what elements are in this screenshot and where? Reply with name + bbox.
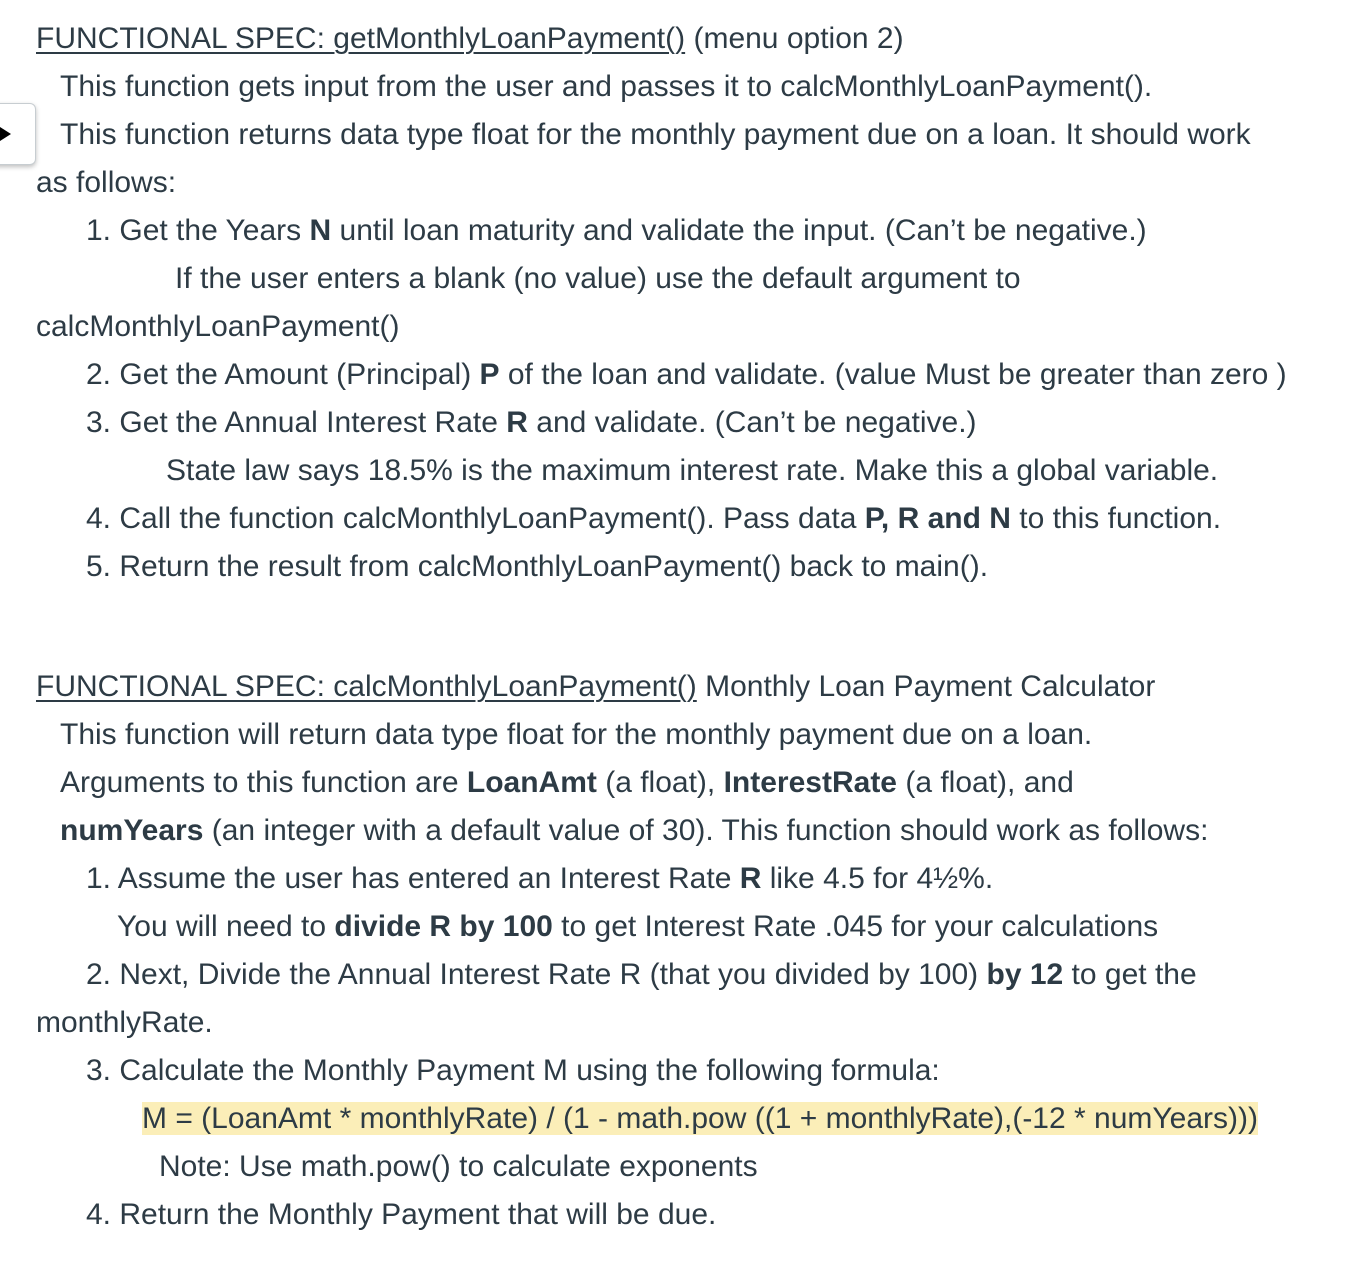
spec2-step1-detail: You will need to divide R by 100 to get Interest Rate .045 for your calculations bbox=[117, 910, 1159, 943]
spec1-step4: 4. Call the function calcMonthlyLoanPayment(). Pass data P, R and N to this function. bbox=[86, 502, 1222, 535]
spec2-step2: 2. Next, Divide the Annual Interest Rate R (that you divided by 100) by 12 to get the bbox=[86, 958, 1197, 991]
spec2-heading-link: FUNCTIONAL SPEC: calcMonthlyLoanPayment() bbox=[36, 670, 697, 703]
spec1-step1-note-cont: calcMonthlyLoanPayment() bbox=[36, 310, 400, 343]
spec2-args-cont: numYears (an integer with a default value of 30). This function should work as follows: bbox=[60, 814, 1209, 847]
spec2-step3: 3. Calculate the Monthly Payment M using the following formula: bbox=[86, 1054, 940, 1087]
spec1-para2-cont: as follows: bbox=[36, 166, 177, 199]
spec1-para2: This function returns data type float for the monthly payment due on a loan. It should work bbox=[60, 118, 1251, 151]
spec1-heading: FUNCTIONAL SPEC: getMonthlyLoanPayment() (menu option 2) bbox=[36, 22, 904, 55]
spec1-step5: 5. Return the result from calcMonthlyLoanPayment() back to main(). bbox=[86, 550, 989, 583]
spec2-step4: 4. Return the Monthly Payment that will be due. bbox=[86, 1198, 717, 1231]
spec1-step3-note: State law says 18.5% is the maximum interest rate. Make this a global variable. bbox=[166, 454, 1219, 487]
sidebar-toggle-button[interactable] bbox=[0, 103, 36, 165]
spec1-heading-link: FUNCTIONAL SPEC: getMonthlyLoanPayment() bbox=[36, 22, 686, 55]
spec1-step1-note: If the user enters a blank (no value) use the default argument to bbox=[175, 262, 1021, 295]
spec1-para1: This function gets input from the user and passes it to calcMonthlyLoanPayment(). bbox=[60, 70, 1153, 103]
formula-highlight: M = (LoanAmt * monthlyRate) / (1 - math.pow ((1 + monthlyRate),(-12 * numYears))) bbox=[142, 1102, 1258, 1135]
spec1-step2: 2. Get the Amount (Principal) P of the loan and validate. (value Must be greater than zero ) bbox=[86, 358, 1287, 391]
spec2-formula bbox=[142, 1099, 1258, 1139]
spec2-heading: FUNCTIONAL SPEC: calcMonthlyLoanPayment() Monthly Loan Payment Calculator bbox=[36, 670, 1156, 703]
spec1-step3: 3. Get the Annual Interest Rate R and validate. (Can’t be negative.) bbox=[86, 406, 977, 439]
spec2-args: Arguments to this function are LoanAmt (a float), InterestRate (a float), and bbox=[60, 766, 1074, 799]
spec2-step2-cont: monthlyRate. bbox=[36, 1006, 213, 1039]
spec1-step1: 1. Get the Years N until loan maturity and validate the input. (Can’t be negative.) bbox=[86, 214, 1147, 247]
spec2-step1: 1. Assume the user has entered an Interest Rate R like 4.5 for 4½%. bbox=[86, 862, 994, 895]
spec2-para1: This function will return data type float for the monthly payment due on a loan. bbox=[60, 718, 1093, 751]
play-arrow-icon bbox=[0, 127, 11, 141]
spec2-note: Note: Use math.pow() to calculate exponents bbox=[159, 1150, 758, 1183]
